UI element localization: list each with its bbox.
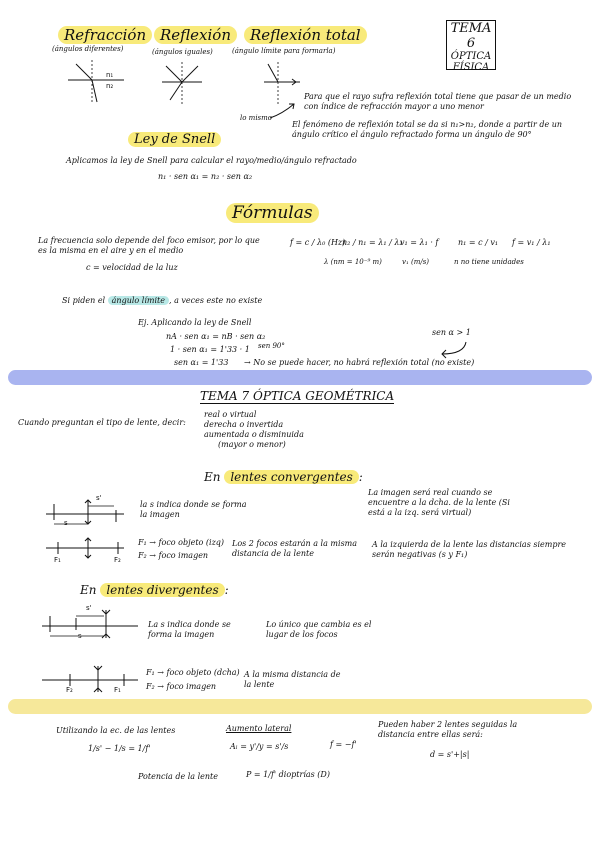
divergente-distancia-note: A la misma distancia de la lente — [244, 670, 341, 689]
divergente-f1-label: F₁ → foco objeto (dcha) — [146, 668, 240, 677]
reflexion-total-nota1: Para que el rayo sufra reflexión total tiene que pasar de un medio con índice de refracción mayor a uno menor — [304, 92, 572, 111]
angulo-limite-eq2-note: sen 90° — [258, 342, 285, 350]
velocidad-unit: v₁ (m/s) — [402, 258, 430, 266]
focal-relation: f = −f' — [330, 740, 357, 749]
dos-lentes-note: Pueden haber 2 lentes seguidas la distancia entre ellas será: — [378, 720, 518, 739]
convergente-focos-note: Los 2 focos estarán a la misma distancia de la lente — [232, 539, 358, 558]
tema6-subject-line2: FÍSICA — [452, 62, 490, 73]
convergente-imagen-note: La imagen será real cuando se encuentre a la dcha. de la lente (Si está a la izq. será virtual) — [368, 488, 510, 517]
divergentes-title: lentes divergentes — [100, 583, 224, 597]
divergente-F2: F₂ — [66, 686, 73, 694]
distancia-lentes-formula: d = s'+|s| — [430, 750, 470, 759]
ley-snell-desc: Aplicamos la ley de Snell para calcular el rayo/medio/ángulo refractado — [66, 156, 357, 165]
sen-note-arrow — [436, 340, 476, 360]
angulo-limite-eq3: sen α₁ = 1'33 — [174, 358, 229, 367]
divergente-s-note: La s indica donde se forma la imagen — [148, 620, 231, 639]
angulo-limite-line — [62, 296, 262, 306]
convergente-F2: F₂ — [114, 556, 121, 564]
refraccion-diagram — [66, 58, 126, 106]
opcion-real-virtual: real o virtual — [204, 410, 257, 419]
convergente-s-note: la s indica donde se forma la imagen — [140, 500, 247, 519]
potencia-formula: P = 1/f' dioptrías (D) — [246, 770, 330, 779]
ley-snell-title: Ley de Snell — [128, 132, 221, 147]
divergente-s-prime: s' — [86, 604, 92, 612]
aumento-lateral-label: Aumento lateral — [226, 724, 292, 733]
divergentes-heading: En lentes divergentes : — [80, 583, 229, 597]
angulo-limite-pre: Si piden el — [62, 296, 106, 305]
lambda-unit: λ (nm = 10⁻⁹ m) — [324, 258, 382, 266]
convergente-s-prime: s' — [96, 494, 102, 502]
section-separator-blue — [8, 370, 592, 385]
formula-indice: n₁ = c / v₁ — [458, 238, 499, 247]
tema6-title: TEMA 6 — [450, 21, 492, 51]
opcion-mayor-menor: (mayor o menor) — [218, 440, 286, 449]
convergente-f1-label: F₁ → foco objeto (izq) — [138, 538, 225, 547]
aumento-lateral-formula: Aₗ = y'/y = s'/s — [230, 742, 289, 751]
reflexion-title: Reflexión — [154, 26, 237, 44]
formula-indices: n₂ / n₁ = λ₁ / λ₂ — [342, 238, 403, 247]
divergente-cambia-note: Lo único que cambia es el lugar de los focos — [266, 620, 372, 639]
reflexion-total-title: Reflexión total — [244, 26, 367, 44]
ley-snell-formula: n₁ · sen α₁ = n₂ · sen α₂ — [158, 172, 253, 181]
formulas-c-def: c = velocidad de la luz — [86, 263, 178, 272]
convergente-F1: F₁ — [54, 556, 61, 564]
section-separator-yellow — [8, 699, 592, 714]
formulas-frecuencia-note: La frecuencia solo depende del foco emisor, por lo que es la misma en el aire y en el medio — [38, 236, 260, 255]
ec-lentes-label: Utilizando la ec. de las lentes — [56, 726, 176, 735]
reflexion-total-subtitle: (ángulo límite para formarla) — [232, 47, 336, 55]
divergente-F1: F₁ — [114, 686, 121, 694]
convergente-f2-label: F₂ → foco imagen — [138, 551, 209, 560]
tema7-title: TEMA 7 ÓPTICA GEOMÉTRICA — [200, 389, 395, 403]
convergentes-title: lentes convergentes — [224, 470, 358, 484]
angulo-limite-eq2: 1 · sen α₁ = 1'33 · 1 — [170, 345, 250, 354]
ec-lentes-formula: 1/s' − 1/s = 1/f' — [88, 744, 151, 753]
formulas-title: Fórmulas — [226, 203, 319, 223]
refraccion-title: Refracción — [58, 26, 152, 44]
convergentes-heading: En lentes convergentes : — [204, 470, 363, 484]
refraccion-n1: n₁ — [106, 71, 114, 79]
formula-frecuencia-medio: f = v₁ / λ₁ — [512, 238, 551, 247]
refraccion-subtitle: (ángulos diferentes) — [52, 45, 124, 53]
angulo-limite-highlight: ángulo límite — [108, 296, 169, 305]
formula-velocidad: v₁ = λ₁ · f — [400, 238, 439, 247]
potencia-label: Potencia de la lente — [138, 772, 218, 781]
reflexion-subtitle: (ángulos iguales) — [152, 48, 213, 56]
tema6-subject-line1: ÓPTICA — [450, 51, 492, 62]
divergente-diagram-2 — [40, 664, 140, 694]
reflexion-diagram — [160, 60, 204, 106]
angulo-limite-ej: Ej. Aplicando la ley de Snell — [138, 318, 252, 327]
tipo-lente-opciones — [204, 410, 304, 450]
convergente-s: s — [64, 519, 68, 527]
lo-mismo-label: lo mismo — [240, 114, 272, 122]
angulo-limite-eq1: nA · sen α₁ = nB · sen α₂ — [166, 332, 266, 341]
indice-unit-note: n no tiene unidades — [454, 258, 524, 266]
tema6-title-box — [446, 20, 496, 73]
reflexion-total-nota2: El fenómeno de reflexión total se da si n₁>n₂, donde a partir de un ángulo crítico el ángulo refractado forma un ángulo de 90° — [292, 120, 563, 139]
angulo-limite-post: , a veces este no existe — [168, 296, 263, 305]
divergente-s: s — [78, 632, 82, 640]
lo-mismo-arrow — [268, 100, 298, 122]
divergente-f2-label: F₂ → foco imagen — [146, 682, 217, 691]
opcion-derecha-invertida: derecha o invertida — [204, 420, 284, 429]
refraccion-n2: n₂ — [106, 82, 114, 90]
angulo-limite-result: → No se puede hacer, no habrá reflexión total (no existe) — [244, 358, 475, 367]
convergente-diagram-1 — [44, 494, 126, 530]
tipo-lente-pregunta: Cuando preguntan el tipo de lente, decir: — [18, 418, 186, 427]
convergente-izq-note: A la izquierda de la lente las distancias siempre serán negativas (s y F₁) — [372, 540, 567, 559]
sen-mayor-uno-note: sen α > 1 — [432, 328, 471, 337]
formula-frecuencia: f = c / λ₀ (Hz) — [290, 238, 346, 247]
opcion-aumentada-disminuida: aumentada o disminuida — [204, 430, 304, 439]
